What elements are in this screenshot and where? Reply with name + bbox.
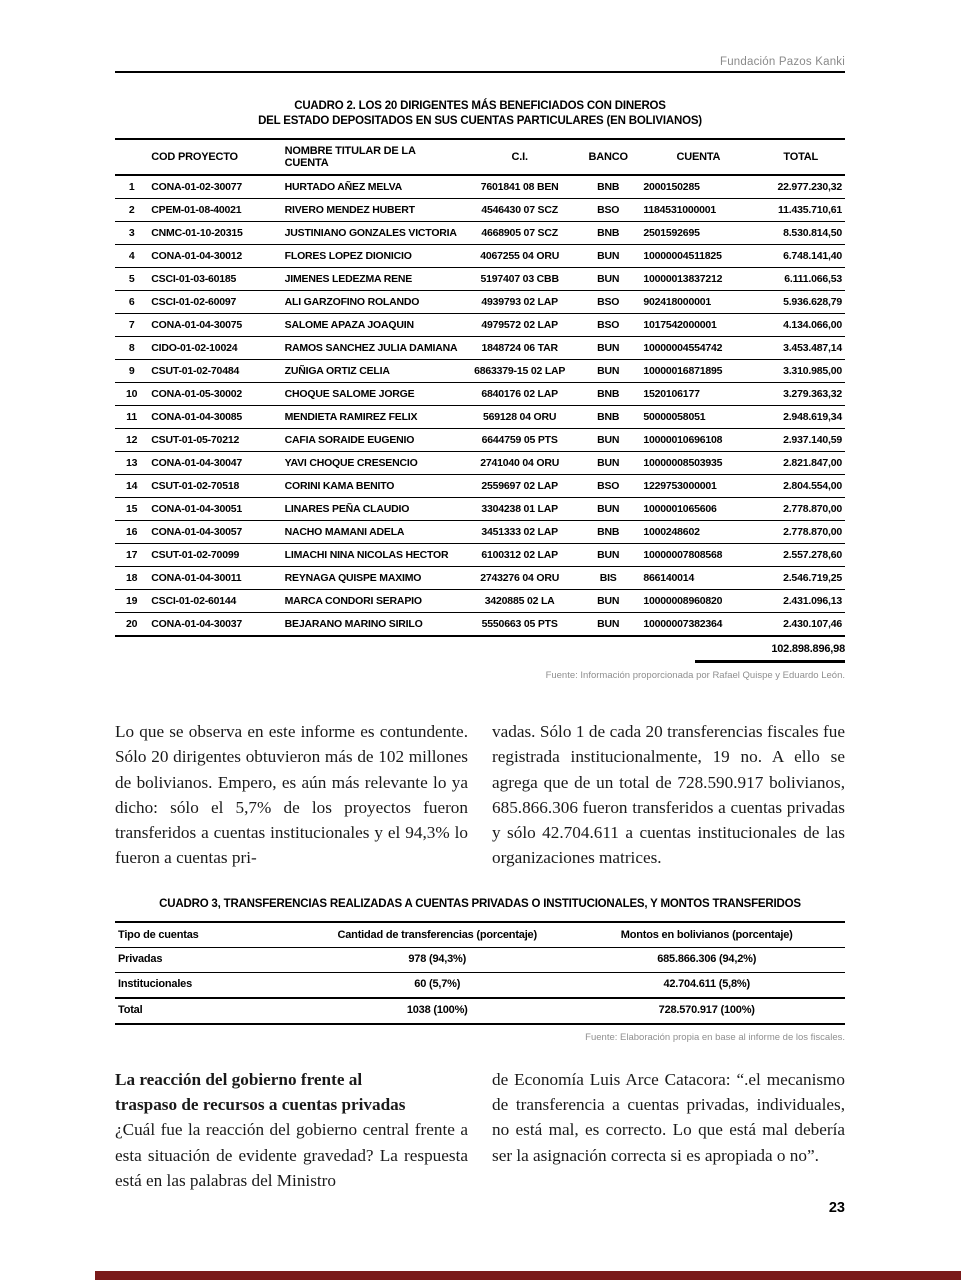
table-cell: 60 (5,7%): [306, 972, 568, 998]
table-cell: CONA-01-04-30037: [148, 613, 281, 637]
table-cell: 2: [115, 199, 148, 222]
table-cell: 10000010696108: [640, 429, 756, 452]
table-row: [115, 245, 845, 268]
page-header: [115, 0, 845, 73]
table-cell: 2.778.870,00: [756, 521, 845, 544]
table-cell: 569128 04 ORU: [463, 406, 576, 429]
table-row: [115, 998, 845, 1024]
table-cell: Institucionales: [115, 972, 306, 998]
table-cell: 10000013837212: [640, 268, 756, 291]
cuadro2-title-line1: CUADRO 2. LOS 20 DIRIGENTES MÁS BENEFICIADOS CON DINEROS: [294, 100, 666, 112]
paragraph-right: de Economía Luis Arce Catacora: “.el mecanismo de transferencia a cuentas privadas, individuales, no está mal, es correcto. Lo que está mal debería ser la asignación correcta si es apropiada o no”.: [492, 1069, 845, 1165]
table-cell: BSO: [576, 475, 640, 498]
header-row: [115, 139, 845, 175]
table-cell: YAVI CHOQUE CRESENCIO: [282, 452, 464, 475]
table-cell: 1848724 06 TAR: [463, 337, 576, 360]
table-cell: Privadas: [118, 953, 163, 966]
table-cell: 10000004554742: [640, 337, 756, 360]
table-cell: 7601841 08 BEN: [480, 180, 559, 193]
table-cell: CORINI KAMA BENITO: [282, 475, 464, 498]
cuadro3-title: CUADRO 3, TRANSFERENCIAS REALIZADAS A CUENTAS PRIVADAS O INSTITUCIONALES, Y MONTOS TRANSFERIDOS: [159, 897, 801, 910]
table-cell: 728.570.917 (100%): [568, 998, 845, 1024]
cuadro3-table-body: [115, 947, 845, 1024]
table-cell: 2.431.096,13: [756, 590, 845, 613]
table-cell: 6840176 02 LAP: [463, 383, 576, 406]
table-cell: 2501592695: [640, 222, 756, 245]
table-cell: 5.936.628,79: [756, 291, 845, 314]
page-content: [115, 0, 845, 1193]
table-cell: 2.546.719,25: [756, 567, 845, 590]
table-cell: 12: [115, 429, 148, 452]
table-cell: RAMOS SANCHEZ JULIA DAMIANA: [282, 337, 464, 360]
table-cell: 15: [115, 498, 148, 521]
table-cell: 5: [115, 268, 148, 291]
table-cell: 9: [115, 360, 148, 383]
table-cell: 6100312 02 LAP: [463, 544, 576, 567]
table-cell: 2.778.870,00: [756, 498, 845, 521]
table-cell: 1000248602: [640, 521, 756, 544]
table-cell: BNB: [576, 521, 640, 544]
column-header-montos: Montos en bolivianos (porcentaje): [568, 922, 845, 948]
table-cell: 4546430 07 SCZ: [463, 199, 576, 222]
table-cell: BIS: [576, 567, 640, 590]
table-cell: 2741040 04 ORU: [463, 452, 576, 475]
table-cell: 11.435.710,61: [756, 199, 845, 222]
table-row: [115, 498, 845, 521]
table-row: [115, 175, 845, 199]
table-cell: 4668905 07 SCZ: [463, 222, 576, 245]
table-cell: RIVERO MENDEZ HUBERT: [282, 199, 464, 222]
table-cell: 3451333 02 LAP: [463, 521, 576, 544]
table-cell: BNB: [576, 222, 640, 245]
table-cell: 2000150285: [643, 180, 700, 193]
table-cell: 10000004511825: [640, 245, 756, 268]
table-cell: 866140014: [640, 567, 756, 590]
table-cell: CONA-01-04-30057: [148, 521, 281, 544]
table-cell: 10000007382364: [640, 613, 756, 637]
footer-accent-bar: [95, 1271, 961, 1280]
table-cell: BNB: [576, 406, 640, 429]
table-cell: 17: [115, 544, 148, 567]
table-cell: ALI GARZOFINO ROLANDO: [282, 291, 464, 314]
table-cell: 50000058051: [640, 406, 756, 429]
table-cell: 3.453.487,14: [756, 337, 845, 360]
cuadro2-title: [115, 99, 845, 129]
table-cell: 5197407 03 CBB: [463, 268, 576, 291]
table-row: [115, 199, 845, 222]
table-cell: CIDO-01-02-10024: [148, 337, 281, 360]
table-cell: 20: [115, 613, 148, 637]
table-cell: 8.530.814,50: [756, 222, 845, 245]
table-row: [115, 268, 845, 291]
table-cell: 10000008503935: [640, 452, 756, 475]
paragraph-left: ¿Cuál fue la reacción del gobierno central frente a esta situación de evidente gravedad? La respuesta está en las palabras del Ministro: [115, 1120, 468, 1190]
paragraph-left: Lo que se observa en este informe es contundente. Sólo 20 dirigentes obtuvieron más de 102 millones de bolivianos. Empero, es aún más relevante lo ya dicho: sólo el 5,7% de los proyectos fueron transferidos a cuentas institucionales y el 94,3% lo fueron a cuentas pri-: [115, 722, 468, 868]
table-row: [115, 383, 845, 406]
table-cell: BSO: [576, 314, 640, 337]
table-cell: 3: [115, 222, 148, 245]
table-row: [115, 452, 845, 475]
table-cell: 3.310.985,00: [756, 360, 845, 383]
table-cell: BUN: [576, 590, 640, 613]
table-cell: 8: [115, 337, 148, 360]
table-row: [115, 521, 845, 544]
table-cell: 10000008960820: [640, 590, 756, 613]
table-cell: 1000001065606: [640, 498, 756, 521]
table-cell: 6: [115, 291, 148, 314]
rank-column-header: [115, 139, 148, 175]
table-cell: BEJARANO MARINO SIRILO: [282, 613, 464, 637]
table-row: [115, 222, 845, 245]
table-cell: 1520106177: [640, 383, 756, 406]
bottom-left-column: [115, 1067, 468, 1193]
page-number: 23: [828, 1200, 845, 1216]
table-cell: BUN: [576, 613, 640, 637]
table-cell: SALOME APAZA JOAQUIN: [282, 314, 464, 337]
table-cell: LIMACHI NINA NICOLAS HECTOR: [282, 544, 464, 567]
table-cell: 1017542000001: [640, 314, 756, 337]
column-header-nombre: NOMBRE TITULAR DE LA CUENTA: [282, 139, 464, 175]
cuadro2-source-note: Fuente: Información proporcionada por Rafael Quispe y Eduardo León.: [545, 670, 845, 681]
table-row: [115, 429, 845, 452]
table-cell: CONA-01-04-30051: [148, 498, 281, 521]
column-header-total: TOTAL: [756, 139, 845, 175]
section-heading-line1: La reacción del gobierno frente al: [115, 1069, 363, 1089]
table-cell: CONA-01-04-30012: [148, 245, 281, 268]
table-row: [115, 972, 845, 998]
table-cell: 2.804.554,00: [756, 475, 845, 498]
cuadro2-table: [115, 138, 845, 637]
table-cell: 685.866.306 (94,2%): [657, 953, 757, 966]
table-cell: CNMC-01-10-20315: [148, 222, 281, 245]
table-cell: 1038 (100%): [306, 998, 568, 1024]
table-cell: BUN: [576, 360, 640, 383]
table-cell: CAFIA SORAIDE EUGENIO: [282, 429, 464, 452]
table-cell: Total: [115, 998, 306, 1024]
table-cell: CSCI-01-02-60097: [148, 291, 281, 314]
table-row: [115, 337, 845, 360]
table-cell: CHOQUE SALOME JORGE: [282, 383, 464, 406]
column-header-banco: BANCO: [576, 139, 640, 175]
table-cell: BUN: [576, 452, 640, 475]
table-cell: 2743276 04 ORU: [463, 567, 576, 590]
table-cell: BNB: [576, 383, 640, 406]
table-cell: 18: [115, 567, 148, 590]
table-cell: BUN: [576, 268, 640, 291]
table-cell: 4067255 04 ORU: [463, 245, 576, 268]
column-header-cod-proyecto: COD PROYECTO: [148, 139, 281, 175]
table-cell: 4: [115, 245, 148, 268]
table-row: [115, 314, 845, 337]
table-cell: 2.557.278,60: [756, 544, 845, 567]
table-cell: 4979572 02 LAP: [463, 314, 576, 337]
cuadro2-total-value: 102.898.896,98: [695, 637, 845, 663]
column-header-ci: C.I.: [463, 139, 576, 175]
table-cell: MENDIETA RAMIREZ FELIX: [282, 406, 464, 429]
column-header-cuenta: CUENTA: [640, 139, 756, 175]
table-cell: FLORES LOPEZ DIONICIO: [282, 245, 464, 268]
table-row: [115, 291, 845, 314]
table-cell: 6.111.066,53: [756, 268, 845, 291]
table-cell: BSO: [576, 199, 640, 222]
table-cell: 7: [115, 314, 148, 337]
table-cell: 2559697 02 LAP: [463, 475, 576, 498]
column-header-cantidad: Cantidad de transferencias (porcentaje): [306, 922, 568, 948]
header-row: [115, 922, 845, 948]
column-header-tipo: Tipo de cuentas: [115, 922, 306, 948]
table-cell: 13: [115, 452, 148, 475]
table-cell: CSCI-01-03-60185: [148, 268, 281, 291]
table-row: [115, 613, 845, 637]
table-cell: CSUT-01-02-70484: [148, 360, 281, 383]
table-cell: CONA-01-04-30011: [148, 567, 281, 590]
table-row: [115, 360, 845, 383]
cuadro3-table: [115, 921, 845, 1025]
table-cell: 3.279.363,32: [756, 383, 845, 406]
cuadro3-source-note: Fuente: Elaboración propia en base al informe de los fiscales.: [585, 1031, 845, 1043]
table-cell: BUN: [576, 544, 640, 567]
table-cell: CONA-01-02-30077: [151, 180, 243, 193]
table-cell: 10: [115, 383, 148, 406]
table-cell: 2.948.619,34: [756, 406, 845, 429]
table-cell: CONA-01-04-30075: [148, 314, 281, 337]
table-cell: HURTADO AÑEZ MELVA: [284, 180, 402, 193]
table-cell: CSUT-01-02-70518: [148, 475, 281, 498]
table-cell: 6.748.141,40: [756, 245, 845, 268]
cuadro2-table-head: [115, 139, 845, 175]
table-cell: 902418000001: [640, 291, 756, 314]
table-cell: BSO: [576, 291, 640, 314]
table-cell: JIMENES LEDEZMA RENE: [282, 268, 464, 291]
table-cell: CONA-01-04-30085: [148, 406, 281, 429]
table-row: [115, 947, 845, 972]
table-cell: JUSTINIANO GONZALES VICTORIA: [282, 222, 464, 245]
table-cell: CSCI-01-02-60144: [148, 590, 281, 613]
table-cell: 6644759 05 PTS: [463, 429, 576, 452]
table-cell: CPEM-01-08-40021: [148, 199, 281, 222]
table-cell: 11: [115, 406, 148, 429]
table-cell: 1184531000001: [640, 199, 756, 222]
table-cell: BUN: [576, 498, 640, 521]
table-cell: 19: [115, 590, 148, 613]
cuadro2-title-line2: DEL ESTADO DEPOSITADOS EN SUS CUENTAS PARTICULARES (EN BOLIVIANOS): [258, 115, 702, 127]
table-row: [115, 590, 845, 613]
table-cell: BUN: [576, 429, 640, 452]
table-cell: 1229753000001: [640, 475, 756, 498]
table-cell: 16: [115, 521, 148, 544]
paragraph-right: vadas. Sólo 1 de cada 20 transferencias fiscales fue registrada institucionalmente, 19 no. A ello se agrega que de un total de 728.590.917 bolivianos, 685.866.306 fueron transferidos a cuentas privadas y sólo 42.704.611 a cuentas institucionales de las organizaciones matrices.: [492, 722, 845, 868]
table-cell: BNB: [597, 180, 620, 193]
table-row: [115, 475, 845, 498]
table-cell: 4939793 02 LAP: [463, 291, 576, 314]
publisher-name: Fundación Pazos Kanki: [719, 56, 845, 68]
table-cell: 3304238 01 LAP: [463, 498, 576, 521]
table-cell: 22.977.230,32: [777, 180, 842, 193]
table-cell: REYNAGA QUISPE MAXIMO: [282, 567, 464, 590]
table-row: [115, 406, 845, 429]
table-cell: NACHO MAMANI ADELA: [282, 521, 464, 544]
table-cell: CSUT-01-02-70099: [148, 544, 281, 567]
table-cell: 42.704.611 (5,8%): [568, 972, 845, 998]
table-cell: BUN: [576, 245, 640, 268]
table-cell: CONA-01-04-30047: [148, 452, 281, 475]
table-row: [115, 544, 845, 567]
table-cell: 5550663 05 PTS: [463, 613, 576, 637]
table-cell: 4.134.066,00: [756, 314, 845, 337]
table-cell: CONA-01-05-30002: [148, 383, 281, 406]
table-cell: ZUÑIGA ORTIZ CELIA: [282, 360, 464, 383]
body-text-top: [115, 719, 845, 871]
table-cell: 978 (94,3%): [408, 953, 467, 966]
table-cell: LINARES PEÑA CLAUDIO: [282, 498, 464, 521]
cuadro2-table-body: [115, 175, 845, 636]
table-cell: 10000007808568: [640, 544, 756, 567]
table-cell: 2.821.847,00: [756, 452, 845, 475]
table-cell: MARCA CONDORI SERAPIO: [282, 590, 464, 613]
table-cell: 1: [128, 180, 135, 193]
table-cell: 2.430.107,46: [756, 613, 845, 637]
table-cell: 10000016871895: [640, 360, 756, 383]
table-cell: CSUT-01-05-70212: [148, 429, 281, 452]
table-row: [115, 567, 845, 590]
table-cell: BUN: [576, 337, 640, 360]
table-cell: 3420885 02 LA: [463, 590, 576, 613]
table-cell: 2.937.140,59: [756, 429, 845, 452]
section-heading-line2: traspaso de recursos a cuentas privadas: [115, 1095, 406, 1115]
cuadro3-table-head: [115, 922, 845, 948]
table-cell: 14: [115, 475, 148, 498]
body-text-bottom: [115, 1067, 845, 1193]
table-cell: 6863379-15 02 LAP: [463, 360, 576, 383]
